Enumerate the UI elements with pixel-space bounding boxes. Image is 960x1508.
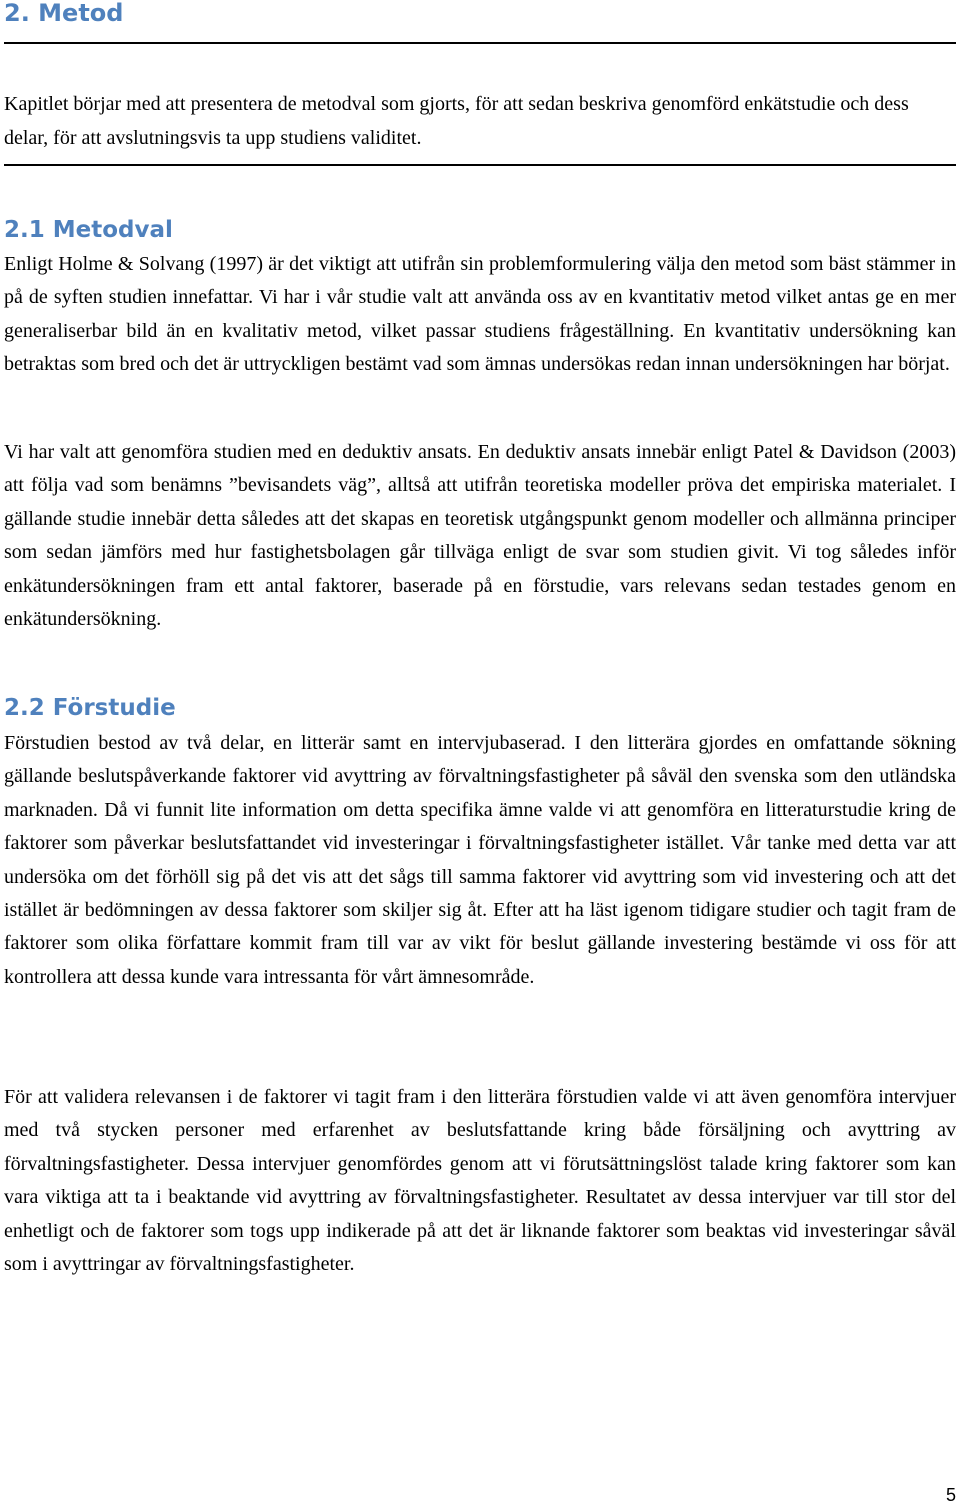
chapter-title: 2. Metod bbox=[4, 0, 124, 27]
chapter-intro: Kapitlet börjar med att presentera de metodval som gjorts, för att sedan beskriva genomförd enkätstudie och dess delar, för att avslutningsvis ta upp studiens validitet. bbox=[4, 93, 909, 149]
divider-intro bbox=[4, 164, 956, 166]
section-title-forstudie: 2.2 Förstudie bbox=[4, 695, 176, 721]
divider-top bbox=[4, 42, 956, 44]
paragraph-forstudie-2: För att validera relevansen i de faktorer vi tagit fram i den litterära förstudien valde vi att även genomföra intervjuer med två stycken personer med erfarenhet av beslutsfattande kring både försäljning och avyttring av förvaltningsfastigheter. Dessa intervjuer genomfördes genom att vi förutsättningslöst talade kring faktorer som kan vara viktiga att ta i beaktande vid avyttring av förvaltningsfastigheter. Resultatet av dessa intervjuer var till stor del enhetligt och de faktorer som togs upp indikerade på att det är liknande faktorer som beaktas vid investeringar såväl som i avyttringar av förvaltningsfastigheter. bbox=[4, 1086, 956, 1276]
page-number: 5 bbox=[945, 1485, 956, 1505]
paragraph-metodval-1: Enligt Holme & Solvang (1997) är det viktigt att utifrån sin problemformulering välja den metod som bäst stämmer in på de syften studien innefattar. Vi har i vår studie valt att använda oss av en kvantitativ metod vilket antas ge en mer generaliserbar bild än en kvalitativ metod, vilket passar studiens frågeställning. En kvantitativ undersökning kan betraktas som bred och det är uttryckligen bestämt vad som ämnas undersökas redan innan undersökningen har börjat. bbox=[4, 253, 956, 376]
section-title-metodval: 2.1 Metodval bbox=[4, 217, 173, 243]
paragraph-metodval-2: Vi har valt att genomföra studien med en deduktiv ansats. En deduktiv ansats innebär enligt Patel & Davidson (2003) att följa vad som benämns ”bevisandets väg”, alltså att utifrån teoretiska modeller pröva det empiriska materialet. I gällande studie innebär detta således att det skapas en teoretisk utgångspunkt genom modeller och allmänna principer som sedan jämförs med hur fastighetsbolagen går tillväga enligt de svar som studien givit. Vi tog således inför enkätundersökningen fram ett antal faktorer, baserade på en förstudie, vars relevans sedan testades genom en enkätundersökning. bbox=[4, 441, 956, 631]
paragraph-forstudie-1: Förstudien bestod av två delar, en litterär samt en intervjubaserad. I den litterära gjordes en omfattande sökning gällande beslutspåverkande faktorer vid avyttring av förvaltningsfastigheter på såväl den svenska som den utländska marknaden. Då vi funnit lite information om detta specifika ämne valde vi att genomföra en litteraturstudie kring de faktorer som påverkar beslutsfattandet vid investeringar i förvaltningsfastigheter istället. Vår tanke med detta var att undersöka om det förhöll sig på det vis att det sågs till samma faktorer vid avyttring som vid investering och att det istället är bedömningen av dessa faktorer som skiljer sig åt. Efter att ha läst igenom tidigare studier och tagit fram de faktorer som olika författare kommit fram till var av vikt för beslut gällande investering bestämde vi oss för att kontrollera att dessa kunde vara intressanta för vårt ämnesområde. bbox=[4, 732, 956, 988]
